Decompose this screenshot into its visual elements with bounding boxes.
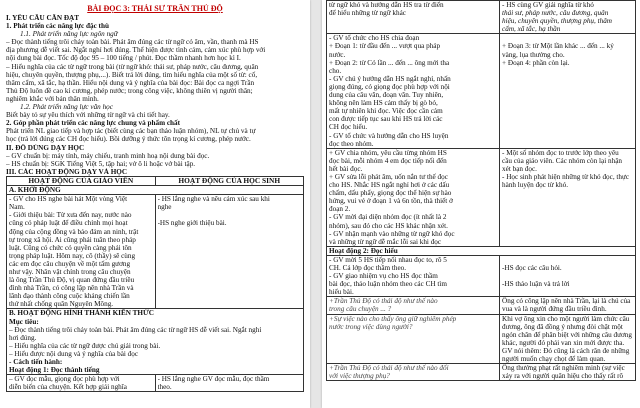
section-label: Hoạt động 2: Đọc hiểu — [329, 246, 398, 255]
cell-line: cho. — [329, 66, 342, 75]
section-label: B. HOẠT ĐỘNG HÌNH THÀNH KIẾN THỨC — [9, 309, 154, 318]
cell-line: - GV giao nhiệm vụ cho HS đọc thầm — [329, 272, 438, 281]
cell-line: đương, ông đã đồng ý nhưng đòi chặt một — [502, 322, 623, 331]
cell-line: theo. — [157, 383, 172, 392]
teacher-cell — [327, 297, 500, 314]
cell-line: giọng đúng, có giọng đọc phù hợp với nội — [329, 82, 450, 91]
cell-line: hơi đúng. — [9, 333, 37, 342]
cell-line: -HS đọc các câu hỏi. — [502, 264, 562, 272]
cell-line: nước trong việc dùng người? — [329, 322, 413, 331]
cell-line: -HS nghe giới thiệu bài. — [157, 219, 227, 228]
cell-line: vàng, lụa thưởng cho. — [502, 50, 565, 59]
cell-line: khác, người đó phải van xin mới được tha. — [502, 338, 625, 347]
cell-line — [158, 211, 302, 219]
cell-line: hành luyện đọc từ khó. — [502, 181, 569, 190]
cell-line: - Cách tiến hành: — [9, 358, 63, 367]
cell-line: + GV sửa lỗi phát âm, uốn nắn tư thế đọc — [329, 172, 448, 181]
cell-line: nghe — [157, 203, 172, 212]
cell-line: trọng pháp luật. Hôm nay, cô (thầy) sẽ cùng — [9, 251, 136, 260]
cell-line: - GV tổ chức và hướng dẫn cho HS luyện — [329, 131, 449, 140]
cell-line: hứng, vui vẻ ở đoạn 1 và 6n tồn, thà thiết ở — [329, 197, 453, 206]
cell-line: để hiểu những từ ngữ khác — [329, 9, 406, 18]
cell-line: chấm, dấu phẩy, giọng đọc thể hiện sự hào — [329, 189, 452, 198]
cell-line: Ông có công lập nên nhà Trần, lại là chú của — [502, 297, 631, 306]
text-line: Phát triển NL giao tiếp và hợp tác (biết cùng các bạn thảo luận nhóm), NL tự chủ và tự — [6, 127, 256, 136]
cell-line: + GV chia nhóm, yêu cầu từng nhóm HS — [329, 148, 447, 157]
cell-line: thái sư, pháp nước, câu đương, quân — [502, 9, 609, 18]
text-line: – Hiểu nghĩa của các từ ngữ trong bài (từ ngữ khó: thái sư, pháp nước, câu đương, quân — [6, 62, 259, 71]
cell-line: xảy ra với người quân hiệu cho thấy rất rõ — [502, 372, 624, 381]
table-row — [327, 314, 636, 364]
cell-line: tự trong xã hội. Ai cũng phải tuân theo pháp — [9, 235, 136, 244]
cell-line: – Hiểu nghĩa của các từ ngữ được chú giải trong bài. — [9, 341, 161, 350]
cell-line: nước. — [329, 50, 346, 59]
document-page-right — [322, 0, 640, 408]
cell-line: nhóm), sau đó cho các HS khác nhận xét. — [329, 221, 448, 230]
table-row — [327, 148, 636, 246]
cell-line: dung của câu văn, đoạn văn. Tuy nhiên, — [329, 91, 444, 100]
teacher-cell — [7, 195, 156, 309]
teacher-cell — [327, 34, 500, 148]
cell-line: với việc thượng phụ? — [329, 372, 390, 381]
cell-line: vua và là người đứng đầu triều đình. — [502, 305, 607, 314]
cell-line: - HS lắng nghe và nêu cảm xúc sau khi — [157, 195, 270, 204]
cell-line: trong câu chuyện ... ? — [329, 305, 392, 314]
cell-line: + Đoạn 2: từ Có lần ... đến ... ông mới tha — [329, 58, 450, 67]
cell-line: hiểu bài. — [329, 288, 354, 297]
table-header-student: HOẠT ĐỘNG CỦA HỌC SINH — [155, 176, 304, 185]
student-cell — [500, 297, 636, 314]
cell-line: - Một số nhóm đọc to trước lớp theo yêu — [502, 148, 619, 157]
cell-line: +Trần Thủ Độ có thái độ như thế nào — [329, 297, 438, 306]
text-line: Biết bày tỏ sự yêu thích với những từ ngữ và chi tiết hay. — [6, 111, 170, 120]
teacher-cell — [327, 1, 500, 34]
cell-line: cẩm, xã tắc, hạ thần — [502, 25, 561, 34]
cell-line: và những từ ngữ dễ mắc lỗi sai khi đọc — [329, 237, 442, 246]
cell-line: cho HS. Nhắc HS ngắt nghỉ hơi ở các dấu — [329, 181, 450, 190]
cell-line: GV nói thêm: Đó cũng là cách răn đe những — [502, 346, 630, 355]
heading: II. ĐỒ DÙNG DẠY HỌC — [6, 143, 85, 152]
text-line: nội dung bài đọc. Tốc độ đọc 95 – 100 tiếng / phút. Đọc thầm nhanh hơn học kì I. — [6, 54, 241, 63]
cell-line: thứ nhất chống quân Nguyên Mông. — [9, 300, 114, 309]
cell-line: đọc theo nhóm. — [329, 139, 374, 148]
document-title: BÀI ĐỌC 3: THÁI SƯ TRẦN THỦ ĐỘ — [87, 4, 223, 13]
student-cell — [500, 314, 636, 364]
table-row — [327, 297, 636, 314]
heading: III. CÁC HOẠT ĐỘNG DẠY VÀ HỌC — [6, 167, 128, 176]
cell-line: - GV mời 5 HS tiếp nối nhau đọc to, rõ 5 — [329, 255, 447, 264]
cell-line — [502, 34, 633, 42]
text-line: địa phương dễ viết sai. Ngắt nghỉ hơi đúng. Thể hiện được tình cảm, cảm xúc phù hợp với — [6, 46, 266, 55]
cell-line — [502, 256, 633, 264]
objectives-block — [6, 14, 304, 176]
page-content — [6, 4, 304, 392]
cell-line: Ông thưởng phạt rất nghiêm minh (sự việc — [502, 364, 625, 373]
text-line: học (trả lời đúng các CH đọc hiểu). Bồi dưỡng ý thức tôn trọng kỉ cương, phép nước. — [6, 135, 251, 144]
table-header-teacher: HOẠT ĐỘNG CỦA GIÁO VIÊN — [7, 176, 156, 185]
student-cell — [155, 195, 304, 309]
subheading: 1.1. Phát triển năng lực ngôn ngữ — [20, 30, 118, 39]
student-cell — [500, 148, 636, 246]
cell-line: - GV chú ý hướng dẫn HS ngắt nghỉ, nhấn — [329, 74, 451, 83]
cell-line: từ ngữ khó và hướng dẫn HS tra từ điển — [329, 1, 444, 9]
cell-line: đoạn 2. — [329, 205, 351, 214]
cell-line: các em đọc câu chuyện về một tấm gương — [9, 259, 131, 268]
subheading: 1.2. Phát triển năng lực văn học — [20, 103, 113, 112]
section-label: A. KHỞI ĐỘNG — [9, 186, 61, 195]
student-cell — [500, 34, 636, 148]
student-cell — [155, 375, 304, 392]
cell-line: - HS cùng GV giải nghĩa từ khó — [502, 1, 594, 9]
cell-line: – GV đọc mẫu, giọng đọc phù hợp với — [9, 375, 120, 384]
cell-line: -HS thảo luận và trả lời — [502, 280, 570, 289]
cell-line: - HS lắng nghe GV đọc mẫu, đọc thầm — [157, 375, 270, 384]
cell-line: động của cộng đồng và bảo đảm an ninh, trật — [9, 227, 139, 236]
text-line: hiệu, chuyên quyền, thượng phụ,...). Biết trả lời đúng, tìm hiểu nghĩa của một số từ: cố, — [6, 70, 258, 79]
student-cell — [500, 255, 636, 296]
cell-line: lãnh đạo thành công cuộc kháng chiến lần — [9, 292, 130, 301]
section-b-cell — [7, 309, 304, 375]
cell-line: như vậy. Nhân vật chính trong câu chuyện — [9, 268, 131, 277]
cell-line: đình nhà Trần, có công lập nên nhà Trần và — [9, 284, 134, 293]
table-row — [7, 186, 304, 195]
cell-line: Nam. — [9, 203, 25, 212]
cell-line: + Đoạn 4: phần còn lại. — [502, 58, 570, 67]
cell-line: mất tự nhiên khi đọc. Việc đọc cần cảm — [329, 107, 443, 116]
cell-line: Hoạt động 1: Đọc thành tiếng — [9, 366, 100, 375]
cell-line: - GV nhận mạnh vào những từ ngữ khó đọc — [329, 229, 455, 238]
text-line: thâm cẩm, xã tắc, hạ thần. Hiểu nội dung và ý nghĩa của bài đọc: Bài đọc ca ngợi Trần — [6, 78, 255, 87]
cell-line: - Học sinh phát hiện những từ khó đọc, thực — [502, 172, 630, 181]
cell-line: +Trần Thủ Độ có thái độ như thế nào đối — [329, 364, 449, 373]
cell-line: CH. Cả lớp đọc thầm theo. — [329, 264, 407, 272]
table-header-row — [7, 176, 304, 185]
table-row — [7, 195, 304, 309]
cell-line: người muốn chạy chọt để làm quan. — [502, 355, 606, 364]
cell-line: không nên làm HS cảm thấy bị gò bó, — [329, 99, 438, 108]
activities-table-continued — [326, 0, 636, 381]
subheading: 2. Góp phần phát triển các năng lực chung và phẩm chất — [6, 119, 181, 128]
teacher-cell — [327, 314, 500, 364]
subheading: 1. Phát triển các năng lực đặc thù — [6, 22, 109, 31]
table-row — [327, 364, 636, 381]
cell-line: + Đoạn 1: từ đầu đến ... vượt qua pháp — [329, 42, 441, 51]
activities-table — [6, 176, 304, 393]
cell-line: + Đoạn 3: từ Một lần khác ... đến ... kỷ — [502, 42, 614, 51]
cell-line: xét bạn đọc. — [502, 164, 537, 173]
cell-line: +Sự việc nào cho thấy ông giữ nghiêm phép — [329, 314, 457, 323]
text-line: nghiêm khắc với bản thân mình. — [6, 94, 99, 103]
cell-line: Mục tiêu: — [9, 317, 39, 326]
text-line: – GV chuẩn bị: máy tính, máy chiếu, tranh minh hoạ nội dung bài đọc. — [6, 151, 210, 160]
page-content — [326, 0, 636, 381]
cell-line: là ông Trần Thủ Độ, vị quan đứng đầu triều — [9, 276, 135, 285]
cell-line: - GV tổ chức cho HS chia đoạn — [329, 34, 420, 43]
cell-line: cũng có pháp luật để điều chỉnh mọi hoạt — [9, 219, 128, 228]
cell-line: bài đọc, thảo luận nhóm theo các CH tìm — [329, 280, 447, 289]
table-row — [7, 375, 304, 392]
teacher-cell — [327, 364, 500, 381]
document-page-left — [0, 0, 310, 408]
cell-line: - GV mời đại diện nhóm đọc (ít nhất là 2 — [329, 213, 447, 222]
cell-line: hiệu, chuyên quyền, thượng phụ, thâm — [502, 17, 612, 26]
table-row — [327, 1, 636, 34]
cell-line: – Đọc thành tiếng trôi chảy toàn bài. Phát âm đúng các từ ngữ HS dễ viết sai. Ngắt nghỉ — [9, 325, 262, 334]
table-row — [327, 246, 636, 255]
table-row — [7, 309, 304, 375]
table-row — [327, 34, 636, 148]
cell-line: diễn biến của chuyện. Kết hợp giải nghĩa — [9, 383, 127, 392]
text-line: – Đọc thành tiếng trôi chảy toàn bài. Phát âm đúng các từ ngữ có âm, vần, thanh mà HS — [6, 38, 259, 47]
text-line: – HS chuẩn bị: SGK Tiếng Việt 5, tập hai; vở ô li hoặc vở bài tập. — [6, 159, 196, 168]
cell-line: hết bài đọc. — [329, 164, 363, 173]
text-line: Thủ Độ luôn đề cao kỉ cương, phép nước; trong công việc, không thiên vị người thân; — [6, 86, 253, 95]
student-cell — [500, 1, 636, 34]
cell-line: ngón chân để phân biệt với những câu đương — [502, 330, 632, 339]
cell-line: cầu của giáo viên. Các nhóm còn lại nhận — [502, 156, 622, 165]
cell-line: luật. Cũng có chức có quyền càng phải tôn — [9, 243, 132, 252]
table-row — [327, 255, 636, 296]
cell-line — [502, 272, 633, 280]
cell-line: - GV cho HS nghe bài hát Một vòng Việt — [9, 195, 128, 204]
cell-line: đọc bài, mỗi nhóm 4 em đọc tiếp nối đến — [329, 156, 447, 165]
cell-line: Khi vợ ông xin cho một người làm chức câu — [502, 314, 630, 323]
cell-line: - Giới thiệu bài: Từ xưa đến nay, nước nào — [9, 211, 132, 220]
cell-line: CH đọc hiểu. — [329, 123, 368, 132]
student-cell — [500, 364, 636, 381]
cell-line: – Hiểu được nội dung và ý nghĩa của bài đọc — [9, 349, 139, 358]
teacher-cell — [327, 255, 500, 296]
cell-line: con được tiếp tục sau khi HS trả lời các — [329, 115, 443, 124]
teacher-cell — [7, 375, 156, 392]
heading: I. YÊU CẦU CẦN ĐẠT — [6, 14, 80, 22]
teacher-cell — [327, 148, 500, 246]
